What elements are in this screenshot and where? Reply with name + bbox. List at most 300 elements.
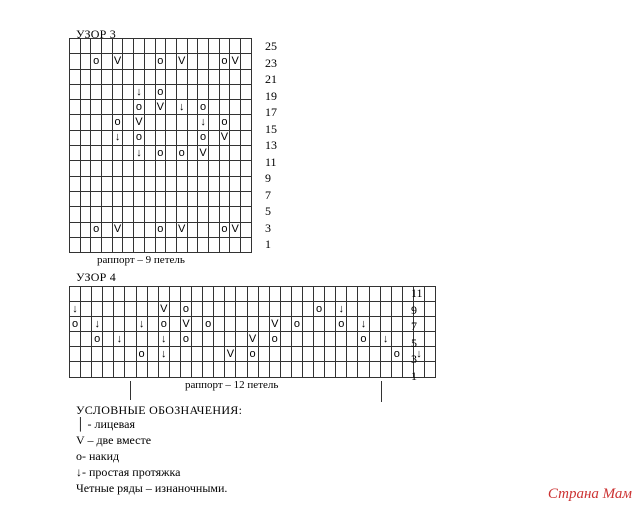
- pattern4-cell: [125, 362, 136, 377]
- pattern4-row: [70, 287, 436, 302]
- pattern3-cell: [241, 69, 252, 84]
- pattern3-cell: [112, 161, 123, 176]
- pattern4-cell: o: [180, 302, 191, 317]
- pattern3-cell: [208, 69, 219, 84]
- pattern3-cell: [123, 130, 134, 145]
- pattern3-cell: [208, 222, 219, 237]
- pattern4-row-number: 7: [411, 319, 417, 333]
- pattern3-cell: [208, 146, 219, 161]
- pattern3-row-number: 21: [265, 72, 277, 86]
- pattern4-cell: o: [314, 302, 325, 317]
- pattern4-cell: [192, 302, 203, 317]
- pattern4-cell: [247, 302, 258, 317]
- pattern4-cell: [81, 347, 92, 362]
- pattern3-cell: [112, 39, 123, 54]
- pattern3-cell: [166, 100, 177, 115]
- pattern4-cell: o: [291, 317, 302, 332]
- pattern3-cell: [187, 146, 198, 161]
- pattern3-cell: [198, 222, 209, 237]
- pattern3-cell: [70, 39, 81, 54]
- pattern3-cell: [123, 222, 134, 237]
- pattern4-cell: [81, 302, 92, 317]
- pattern3-cell: o: [155, 84, 166, 99]
- pattern4-cell: [291, 362, 302, 377]
- pattern4-cell: [147, 317, 158, 332]
- pattern3-cell: [134, 237, 145, 252]
- pattern3-cell: [123, 100, 134, 115]
- pattern4-cell: [325, 347, 336, 362]
- pattern3-cell: [219, 39, 230, 54]
- pattern3-cell: [155, 130, 166, 145]
- pattern4-cell: [203, 287, 214, 302]
- pattern3-row-number: 15: [265, 121, 277, 136]
- pattern3-cell: V: [230, 222, 241, 237]
- pattern4-cell: [180, 287, 191, 302]
- pattern3-cell: V: [112, 222, 123, 237]
- pattern3-cell: [91, 100, 102, 115]
- pattern4-cell: [92, 302, 103, 317]
- pattern3-cell: [144, 39, 155, 54]
- pattern3-cell: [208, 191, 219, 206]
- pattern3-cell: ↓: [134, 146, 145, 161]
- pattern3-cell: [230, 191, 241, 206]
- pattern3-cell: [91, 161, 102, 176]
- pattern3-row: [70, 191, 252, 206]
- pattern3-cell: [155, 69, 166, 84]
- pattern3-cell: [176, 69, 187, 84]
- pattern4-cell: [169, 302, 180, 317]
- pattern3-cell: [187, 161, 198, 176]
- pattern3-cell: [198, 176, 209, 191]
- pattern4-cell: [280, 332, 291, 347]
- pattern4-cell: ↓: [114, 332, 125, 347]
- pattern4-cell: [147, 347, 158, 362]
- pattern3-cell: [241, 222, 252, 237]
- pattern3-cell: [219, 176, 230, 191]
- pattern4-cell: o: [269, 332, 280, 347]
- pattern4-cell: [358, 362, 369, 377]
- pattern4-cell: o: [70, 317, 81, 332]
- pattern3-cell: o: [134, 130, 145, 145]
- pattern3-cell: [219, 237, 230, 252]
- pattern3-cell: V: [155, 100, 166, 115]
- pattern4-cell: [269, 362, 280, 377]
- pattern4-cell: [70, 332, 81, 347]
- pattern4-cell: [269, 302, 280, 317]
- pattern3-cell: [230, 84, 241, 99]
- pattern4-cell: [380, 317, 391, 332]
- pattern3-rapport: раппорт – 9 петель: [97, 254, 185, 266]
- pattern3-cell: [187, 191, 198, 206]
- pattern4-cell: [114, 347, 125, 362]
- pattern3-cell: [187, 100, 198, 115]
- pattern4-cell: [214, 302, 225, 317]
- pattern3-cell: [187, 54, 198, 69]
- pattern3-cell: [80, 191, 91, 206]
- rapport-end-mark: [381, 381, 382, 402]
- pattern4-cell: [291, 347, 302, 362]
- pattern4-cell: [169, 347, 180, 362]
- pattern3-cell: [102, 84, 113, 99]
- pattern3-cell: [144, 100, 155, 115]
- pattern3-cell: [102, 146, 113, 161]
- pattern4-cell: o: [180, 332, 191, 347]
- pattern4-cell: ↓: [413, 347, 424, 362]
- pattern4-cell: [136, 362, 147, 377]
- pattern3-cell: [230, 237, 241, 252]
- pattern4-cell: [169, 362, 180, 377]
- pattern3-cell: [144, 237, 155, 252]
- pattern3-cell: [102, 130, 113, 145]
- pattern3-cell: [80, 69, 91, 84]
- pattern4-cell: [103, 317, 114, 332]
- pattern4-cell: [347, 302, 358, 317]
- pattern3-cell: [187, 222, 198, 237]
- pattern3-cell: [219, 100, 230, 115]
- pattern4-cell: [203, 302, 214, 317]
- pattern3-row: [70, 222, 252, 237]
- pattern4-cell: ↓: [158, 332, 169, 347]
- pattern3-cell: V: [176, 54, 187, 69]
- pattern4-cell: [158, 362, 169, 377]
- pattern3-cell: [144, 222, 155, 237]
- pattern4-cell: [147, 362, 158, 377]
- pattern3-cell: [80, 115, 91, 130]
- pattern3-cell: [70, 84, 81, 99]
- pattern4-cell: [103, 302, 114, 317]
- pattern4-cell: [81, 332, 92, 347]
- pattern4-cell: [103, 362, 114, 377]
- pattern3-cell: [123, 39, 134, 54]
- pattern4-cell: [258, 332, 269, 347]
- pattern4-cell: [280, 287, 291, 302]
- pattern3-cell: [155, 39, 166, 54]
- pattern3-cell: [102, 222, 113, 237]
- pattern3-row: [70, 54, 252, 69]
- pattern3-cell: [176, 84, 187, 99]
- pattern3-cell: ↓: [176, 100, 187, 115]
- pattern3-cell: [123, 54, 134, 69]
- pattern4-cell: [214, 317, 225, 332]
- pattern4-row: [70, 317, 436, 332]
- pattern3-cell: [219, 69, 230, 84]
- pattern3-cell: [187, 237, 198, 252]
- pattern4-row: [70, 347, 436, 362]
- pattern3-cell: [166, 146, 177, 161]
- pattern4-row: [70, 302, 436, 317]
- pattern3-row-number: 3: [265, 220, 271, 235]
- pattern4-cell: [125, 287, 136, 302]
- pattern3-cell: [91, 146, 102, 161]
- pattern4-cell: [136, 302, 147, 317]
- pattern4-cell: [302, 302, 313, 317]
- pattern3-cell: [134, 207, 145, 222]
- pattern3-row: [70, 100, 252, 115]
- pattern4-row: [70, 362, 436, 377]
- pattern4-cell: [358, 287, 369, 302]
- pattern3-cell: [80, 222, 91, 237]
- pattern3-cell: [176, 176, 187, 191]
- pattern3-cell: [123, 176, 134, 191]
- pattern3-row: [70, 176, 252, 191]
- pattern3-cell: [134, 161, 145, 176]
- pattern3-row-number: 1: [265, 237, 271, 251]
- pattern3-cell: o: [91, 222, 102, 237]
- pattern3-cell: [155, 191, 166, 206]
- pattern4-cell: [369, 302, 380, 317]
- pattern4-cell: ↓: [336, 302, 347, 317]
- pattern3-row-number: 7: [265, 187, 271, 202]
- legend-knit: │ - лицевая: [76, 417, 136, 431]
- pattern4-cell: [391, 362, 402, 377]
- pattern3-row-number: 17: [265, 105, 277, 119]
- pattern3-cell: o: [219, 222, 230, 237]
- pattern4-cell: [192, 362, 203, 377]
- pattern3-cell: [166, 191, 177, 206]
- pattern3-cell: [80, 130, 91, 145]
- pattern4-cell: [192, 317, 203, 332]
- pattern3-cell: o: [155, 54, 166, 69]
- pattern3-cell: [144, 115, 155, 130]
- pattern3-cell: [134, 222, 145, 237]
- pattern4-cell: [380, 347, 391, 362]
- pattern3-cell: [187, 176, 198, 191]
- pattern4-chart: [69, 286, 436, 378]
- pattern3-cell: [241, 100, 252, 115]
- pattern3-cell: [230, 100, 241, 115]
- pattern4-cell: [391, 302, 402, 317]
- pattern3-cell: [144, 130, 155, 145]
- pattern3-cell: [112, 191, 123, 206]
- pattern4-cell: [114, 302, 125, 317]
- pattern3-cell: [102, 176, 113, 191]
- pattern4-cell: [247, 287, 258, 302]
- pattern3-row: [70, 130, 252, 145]
- pattern4-row-number: 5: [411, 335, 417, 350]
- pattern3-cell: o: [155, 146, 166, 161]
- pattern3-cell: [166, 222, 177, 237]
- pattern4-cell: [225, 317, 236, 332]
- pattern3-cell: [166, 84, 177, 99]
- pattern4-cell: [214, 332, 225, 347]
- pattern4-cell: [236, 347, 247, 362]
- pattern4-cell: V: [180, 317, 191, 332]
- pattern3-cell: [134, 69, 145, 84]
- pattern3-cell: [198, 39, 209, 54]
- pattern3-cell: [241, 207, 252, 222]
- pattern3-cell: [144, 54, 155, 69]
- pattern4-cell: [192, 332, 203, 347]
- pattern3-cell: [219, 146, 230, 161]
- pattern4-cell: [258, 362, 269, 377]
- pattern4-cell: [236, 362, 247, 377]
- pattern3-cell: [230, 39, 241, 54]
- pattern3-row-number: 23: [265, 55, 277, 70]
- pattern4-cell: V: [225, 347, 236, 362]
- pattern3-cell: [102, 237, 113, 252]
- pattern4-cell: [103, 347, 114, 362]
- pattern4-cell: [291, 287, 302, 302]
- pattern4-cell: [92, 287, 103, 302]
- pattern4-cell: [325, 362, 336, 377]
- pattern3-cell: [123, 84, 134, 99]
- pattern4-cell: [325, 317, 336, 332]
- pattern3-cell: [70, 222, 81, 237]
- pattern3-cell: [241, 191, 252, 206]
- pattern3-row-number: 9: [265, 171, 271, 185]
- pattern4-cell: [136, 287, 147, 302]
- pattern4-cell: [103, 287, 114, 302]
- pattern4-cell: [314, 347, 325, 362]
- pattern3-cell: [70, 115, 81, 130]
- pattern3-row: [70, 237, 252, 252]
- pattern3-cell: [102, 54, 113, 69]
- pattern3-cell: V: [198, 146, 209, 161]
- pattern3-cell: [91, 130, 102, 145]
- pattern3-cell: [230, 130, 241, 145]
- pattern4-cell: o: [247, 347, 258, 362]
- pattern3-cell: [176, 207, 187, 222]
- pattern3-cell: [134, 191, 145, 206]
- pattern4-cell: [425, 287, 436, 302]
- pattern4-cell: [391, 332, 402, 347]
- pattern3-cell: [91, 115, 102, 130]
- pattern3-cell: o: [112, 115, 123, 130]
- pattern4-cell: [214, 287, 225, 302]
- pattern4-cell: [369, 332, 380, 347]
- pattern4-cell: [125, 317, 136, 332]
- pattern3-cell: [166, 161, 177, 176]
- pattern4-cell: [247, 362, 258, 377]
- pattern3-cell: [144, 207, 155, 222]
- pattern3-cell: [70, 54, 81, 69]
- pattern4-cell: [425, 302, 436, 317]
- pattern3-cell: [241, 39, 252, 54]
- pattern3-cell: [241, 237, 252, 252]
- pattern3-cell: [166, 115, 177, 130]
- pattern4-cell: [92, 362, 103, 377]
- pattern4-cell: [114, 287, 125, 302]
- pattern3-cell: ↓: [134, 84, 145, 99]
- pattern3-row: [70, 207, 252, 222]
- pattern4-cell: [347, 317, 358, 332]
- pattern3-cell: [102, 69, 113, 84]
- pattern3-row: [70, 84, 252, 99]
- pattern4-cell: o: [358, 332, 369, 347]
- pattern3-cell: [198, 191, 209, 206]
- pattern4-row-number: 1: [411, 368, 417, 383]
- pattern4-cell: V: [269, 317, 280, 332]
- pattern3-cell: o: [198, 130, 209, 145]
- pattern3-cell: [208, 84, 219, 99]
- pattern3-cell: [80, 54, 91, 69]
- pattern4-cell: [169, 332, 180, 347]
- pattern4-cell: [147, 287, 158, 302]
- pattern3-cell: [155, 207, 166, 222]
- pattern3-cell: [166, 130, 177, 145]
- pattern3-chart: [69, 38, 252, 253]
- pattern4-cell: [269, 347, 280, 362]
- pattern4-cell: [314, 332, 325, 347]
- pattern4-cell: [280, 347, 291, 362]
- pattern3-row: [70, 69, 252, 84]
- pattern3-cell: [166, 207, 177, 222]
- pattern4-cell: [291, 302, 302, 317]
- pattern3-cell: o: [155, 222, 166, 237]
- pattern4-cell: [180, 347, 191, 362]
- pattern4-cell: [125, 302, 136, 317]
- pattern4-cell: [236, 317, 247, 332]
- pattern3-cell: [144, 161, 155, 176]
- pattern3-cell: [219, 191, 230, 206]
- pattern4-title: УЗОР 4: [76, 270, 116, 284]
- pattern3-cell: [70, 100, 81, 115]
- legend-yo: o- накид: [76, 449, 120, 463]
- pattern3-cell: [80, 146, 91, 161]
- pattern4-cell: [314, 287, 325, 302]
- pattern4-cell: [391, 287, 402, 302]
- pattern4-cell: [425, 362, 436, 377]
- pattern3-cell: [241, 115, 252, 130]
- pattern3-cell: [187, 69, 198, 84]
- pattern4-cell: [425, 317, 436, 332]
- pattern3-cell: [70, 191, 81, 206]
- pattern3-cell: [70, 130, 81, 145]
- pattern3-cell: [241, 176, 252, 191]
- pattern3-cell: V: [176, 222, 187, 237]
- pattern3-cell: [91, 84, 102, 99]
- pattern4-cell: [425, 332, 436, 347]
- pattern4-cell: [103, 332, 114, 347]
- pattern3-cell: o: [176, 146, 187, 161]
- pattern3-cell: [208, 39, 219, 54]
- pattern4-cell: ↓: [92, 317, 103, 332]
- pattern4-cell: [314, 362, 325, 377]
- pattern4-cell: [81, 287, 92, 302]
- pattern4-cell: [225, 332, 236, 347]
- pattern3-cell: [208, 176, 219, 191]
- pattern3-cell: [230, 161, 241, 176]
- pattern3-cell: [176, 237, 187, 252]
- pattern3-cell: [144, 191, 155, 206]
- pattern3-cell: [187, 115, 198, 130]
- pattern3-cell: [80, 39, 91, 54]
- pattern3-cell: [208, 161, 219, 176]
- pattern4-cell: [192, 287, 203, 302]
- pattern3-row-number: 11: [265, 154, 277, 169]
- pattern3-cell: [112, 207, 123, 222]
- pattern3-cell: [70, 69, 81, 84]
- pattern3-cell: [70, 161, 81, 176]
- pattern3-cell: [123, 69, 134, 84]
- pattern4-cell: [425, 347, 436, 362]
- pattern4-cell: o: [136, 347, 147, 362]
- pattern3-cell: V: [134, 115, 145, 130]
- rapport-start-mark: [130, 381, 131, 400]
- pattern4-cell: [81, 317, 92, 332]
- pattern3-cell: o: [219, 54, 230, 69]
- pattern3-row-number: 25: [265, 39, 277, 53]
- pattern4-cell: o: [336, 317, 347, 332]
- pattern3-cell: [241, 84, 252, 99]
- pattern4-cell: [380, 302, 391, 317]
- pattern3-cell: [241, 146, 252, 161]
- pattern4-cell: [347, 332, 358, 347]
- pattern4-cell: [214, 347, 225, 362]
- pattern3-cell: [219, 161, 230, 176]
- pattern4-cell: [136, 332, 147, 347]
- pattern4-cell: [280, 317, 291, 332]
